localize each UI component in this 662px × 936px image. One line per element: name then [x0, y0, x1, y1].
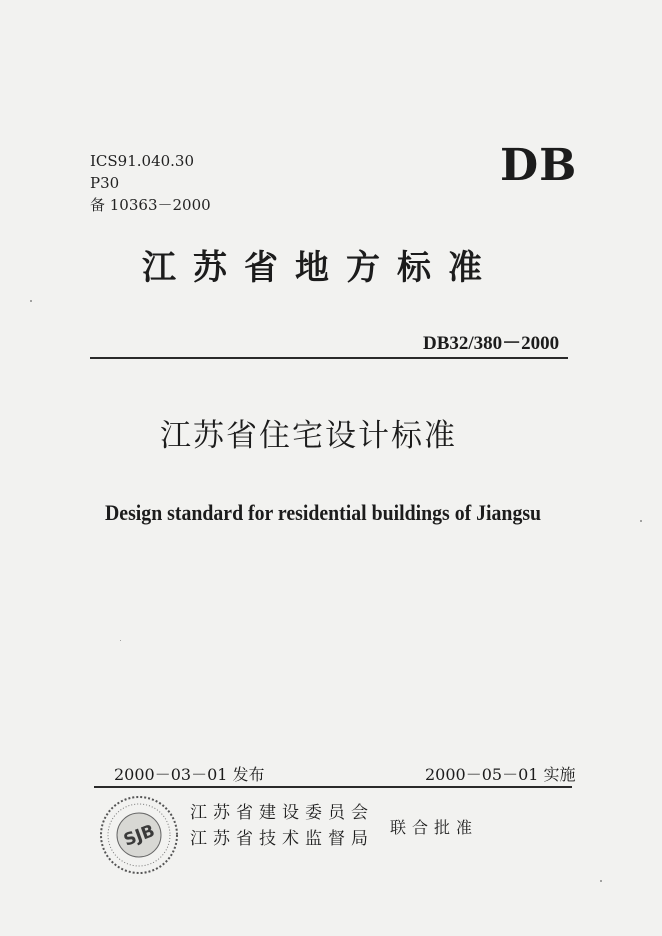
- top-divider: [90, 357, 568, 359]
- seal-icon: [97, 793, 181, 877]
- issuer-technical-supervision-bureau: 江苏省技术监督局: [190, 829, 374, 849]
- standard-code: DB32/380－2000: [423, 333, 560, 354]
- db-logo: DB: [500, 140, 578, 191]
- title-english: Design standard for residential buildings of Jiangsu: [105, 500, 542, 525]
- joint-approval-label: 联合批准: [390, 818, 479, 837]
- bottom-divider: [94, 786, 572, 788]
- title-chinese: 江苏省住宅设计标准: [160, 418, 457, 454]
- class-code: P30: [90, 174, 120, 192]
- seal-text: SJB: [121, 821, 158, 851]
- record-number: 备 10363－2000: [90, 196, 211, 214]
- classification-block: [90, 150, 211, 216]
- issue-date: 2000－03－01 发布: [114, 765, 265, 784]
- scan-speck: [30, 300, 32, 302]
- implementation-date: 2000－05－01 实施: [425, 765, 576, 784]
- ics-code: ICS91.040.30: [90, 152, 195, 170]
- scan-speck: [640, 520, 642, 522]
- scan-speck: [120, 640, 121, 641]
- issuing-authorities: [190, 800, 374, 852]
- scan-speck: [600, 880, 602, 882]
- standard-type-heading: 江苏省地方标准: [142, 248, 499, 288]
- issuer-construction-committee: 江苏省建设委员会: [190, 803, 374, 823]
